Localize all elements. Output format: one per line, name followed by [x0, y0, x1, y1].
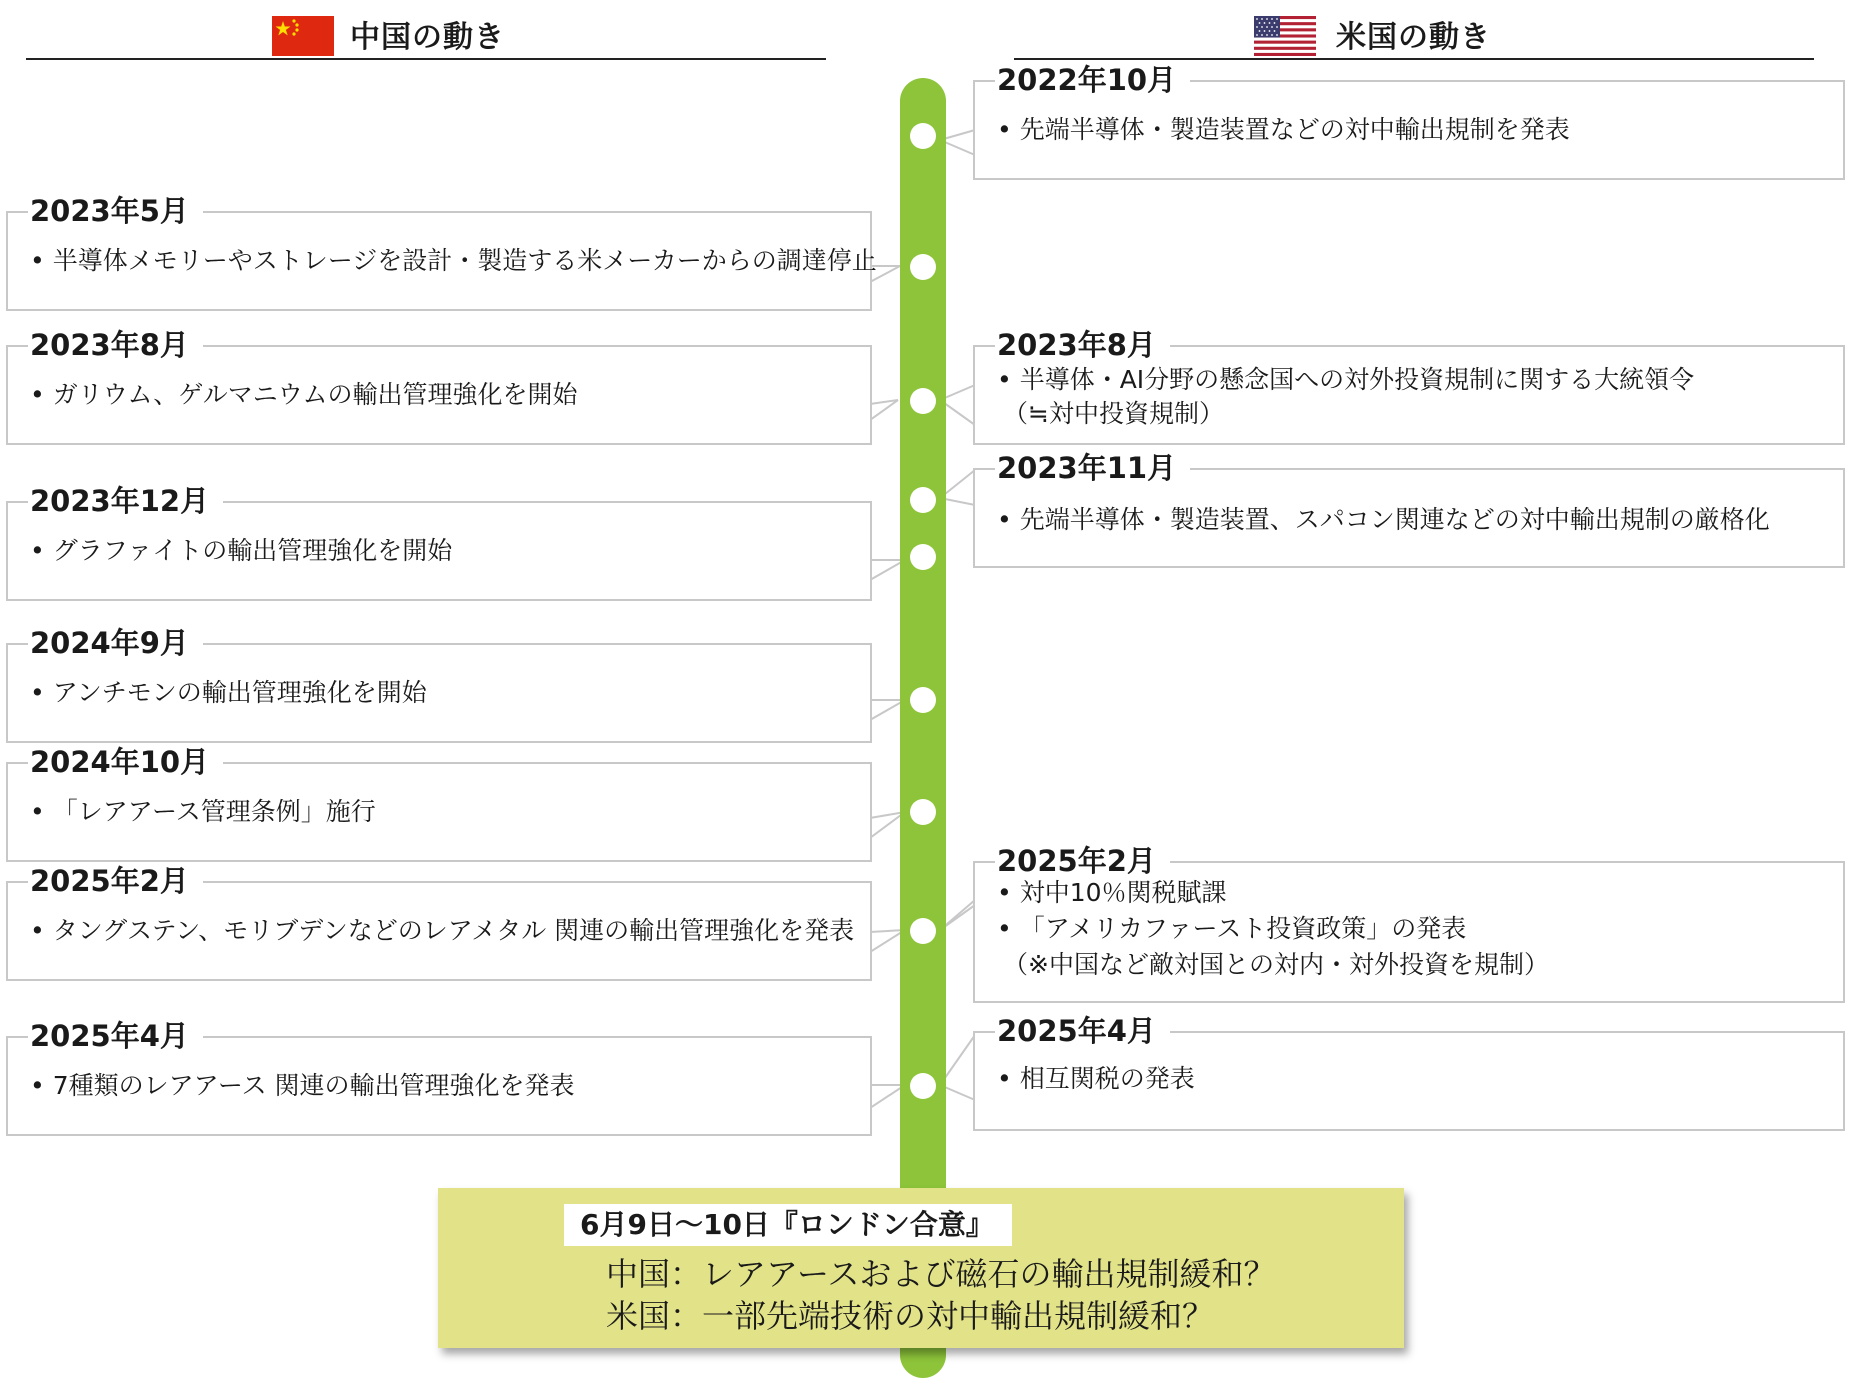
- china-event-box: [6, 194, 877, 311]
- china-event-box: [6, 328, 872, 445]
- event-line: • 半導体・AI分野の懸念国への対外投資規制に関する大統領令: [997, 365, 1695, 394]
- event-line: • 先端半導体・製造装置などの対中輸出規制を発表: [997, 115, 1570, 144]
- event-date: 2024年10月: [28, 744, 223, 780]
- us-event-box: [973, 844, 1845, 1003]
- china-column-title: 中国の動き: [350, 20, 505, 55]
- event-date: 2023年8月: [995, 327, 1170, 363]
- event-date: 2022年10月: [995, 62, 1190, 98]
- event-line: • ガリウム、ゲルマニウムの輸出管理強化を開始: [30, 380, 578, 409]
- london-agreement-summary: [438, 1188, 1404, 1348]
- summary-title: 6月9日～10日『ロンドン合意』: [564, 1204, 1012, 1246]
- event-date: 2023年5月: [28, 193, 203, 229]
- timeline-dot-2023-05: [910, 254, 936, 280]
- us-event-box: [973, 1014, 1845, 1131]
- event-date: 2023年8月: [28, 327, 203, 363]
- us-column-title: 米国の動き: [1336, 20, 1491, 55]
- summary-us-line: 米国：一部先端技術の対中輸出規制緩和？: [606, 1297, 1215, 1335]
- event-line: （≒対中投資規制）: [1003, 399, 1224, 428]
- event-line: （※中国など敵対国との対内・対外投資を規制）: [1003, 950, 1549, 979]
- event-line: • グラファイトの輸出管理強化を開始: [30, 536, 453, 565]
- timeline-dot-2022-10: [910, 123, 936, 149]
- timeline-dot-2024-09: [910, 687, 936, 713]
- china-event-box: [6, 484, 872, 601]
- us-event-box: [973, 328, 1845, 445]
- china-event-box: [6, 1019, 872, 1136]
- event-line: • 「レアアース管理条例」施行: [30, 797, 376, 826]
- event-date: 2023年12月: [28, 483, 223, 519]
- china-event-box: [6, 864, 872, 981]
- china-event-box: [6, 745, 872, 862]
- timeline-dot-2023-11: [910, 487, 936, 513]
- event-date: 2025年2月: [28, 863, 203, 899]
- event-date: 2024年9月: [28, 625, 203, 661]
- us-event-box: [973, 63, 1845, 180]
- timeline-dot-2024-10: [910, 799, 936, 825]
- event-line: • タングステン、モリブデンなどのレアメタル 関連の輸出管理強化を発表: [30, 916, 855, 945]
- us-event-box: [973, 451, 1845, 568]
- event-line: • アンチモンの輸出管理強化を開始: [30, 678, 427, 707]
- timeline-dot-2023-12: [910, 544, 936, 570]
- timeline-dot-2023-08: [910, 388, 936, 414]
- event-line: • 相互関税の発表: [997, 1064, 1195, 1093]
- event-line: • 半導体メモリーやストレージを設計・製造する米メーカーからの調達停止: [30, 246, 877, 275]
- summary-china-line: 中国：レアアースおよび磁石の輸出規制緩和？: [606, 1255, 1276, 1293]
- event-line: • 対中10％関税賦課: [997, 878, 1227, 907]
- event-line: • 7種類のレアアース 関連の輸出管理強化を発表: [30, 1071, 575, 1100]
- timeline-dot-2025-04: [910, 1073, 936, 1099]
- event-date: 2025年4月: [28, 1018, 203, 1054]
- event-date: 2025年4月: [995, 1013, 1170, 1049]
- event-date: 2023年11月: [995, 450, 1190, 486]
- china-event-box: [6, 626, 872, 743]
- event-line: • 先端半導体・製造装置、スパコン関連などの対中輸出規制の厳格化: [997, 505, 1770, 534]
- event-line: • 「アメリカファースト投資政策」の発表: [997, 914, 1467, 943]
- event-date: 2025年2月: [995, 843, 1170, 879]
- timeline-dot-2025-02: [910, 918, 936, 944]
